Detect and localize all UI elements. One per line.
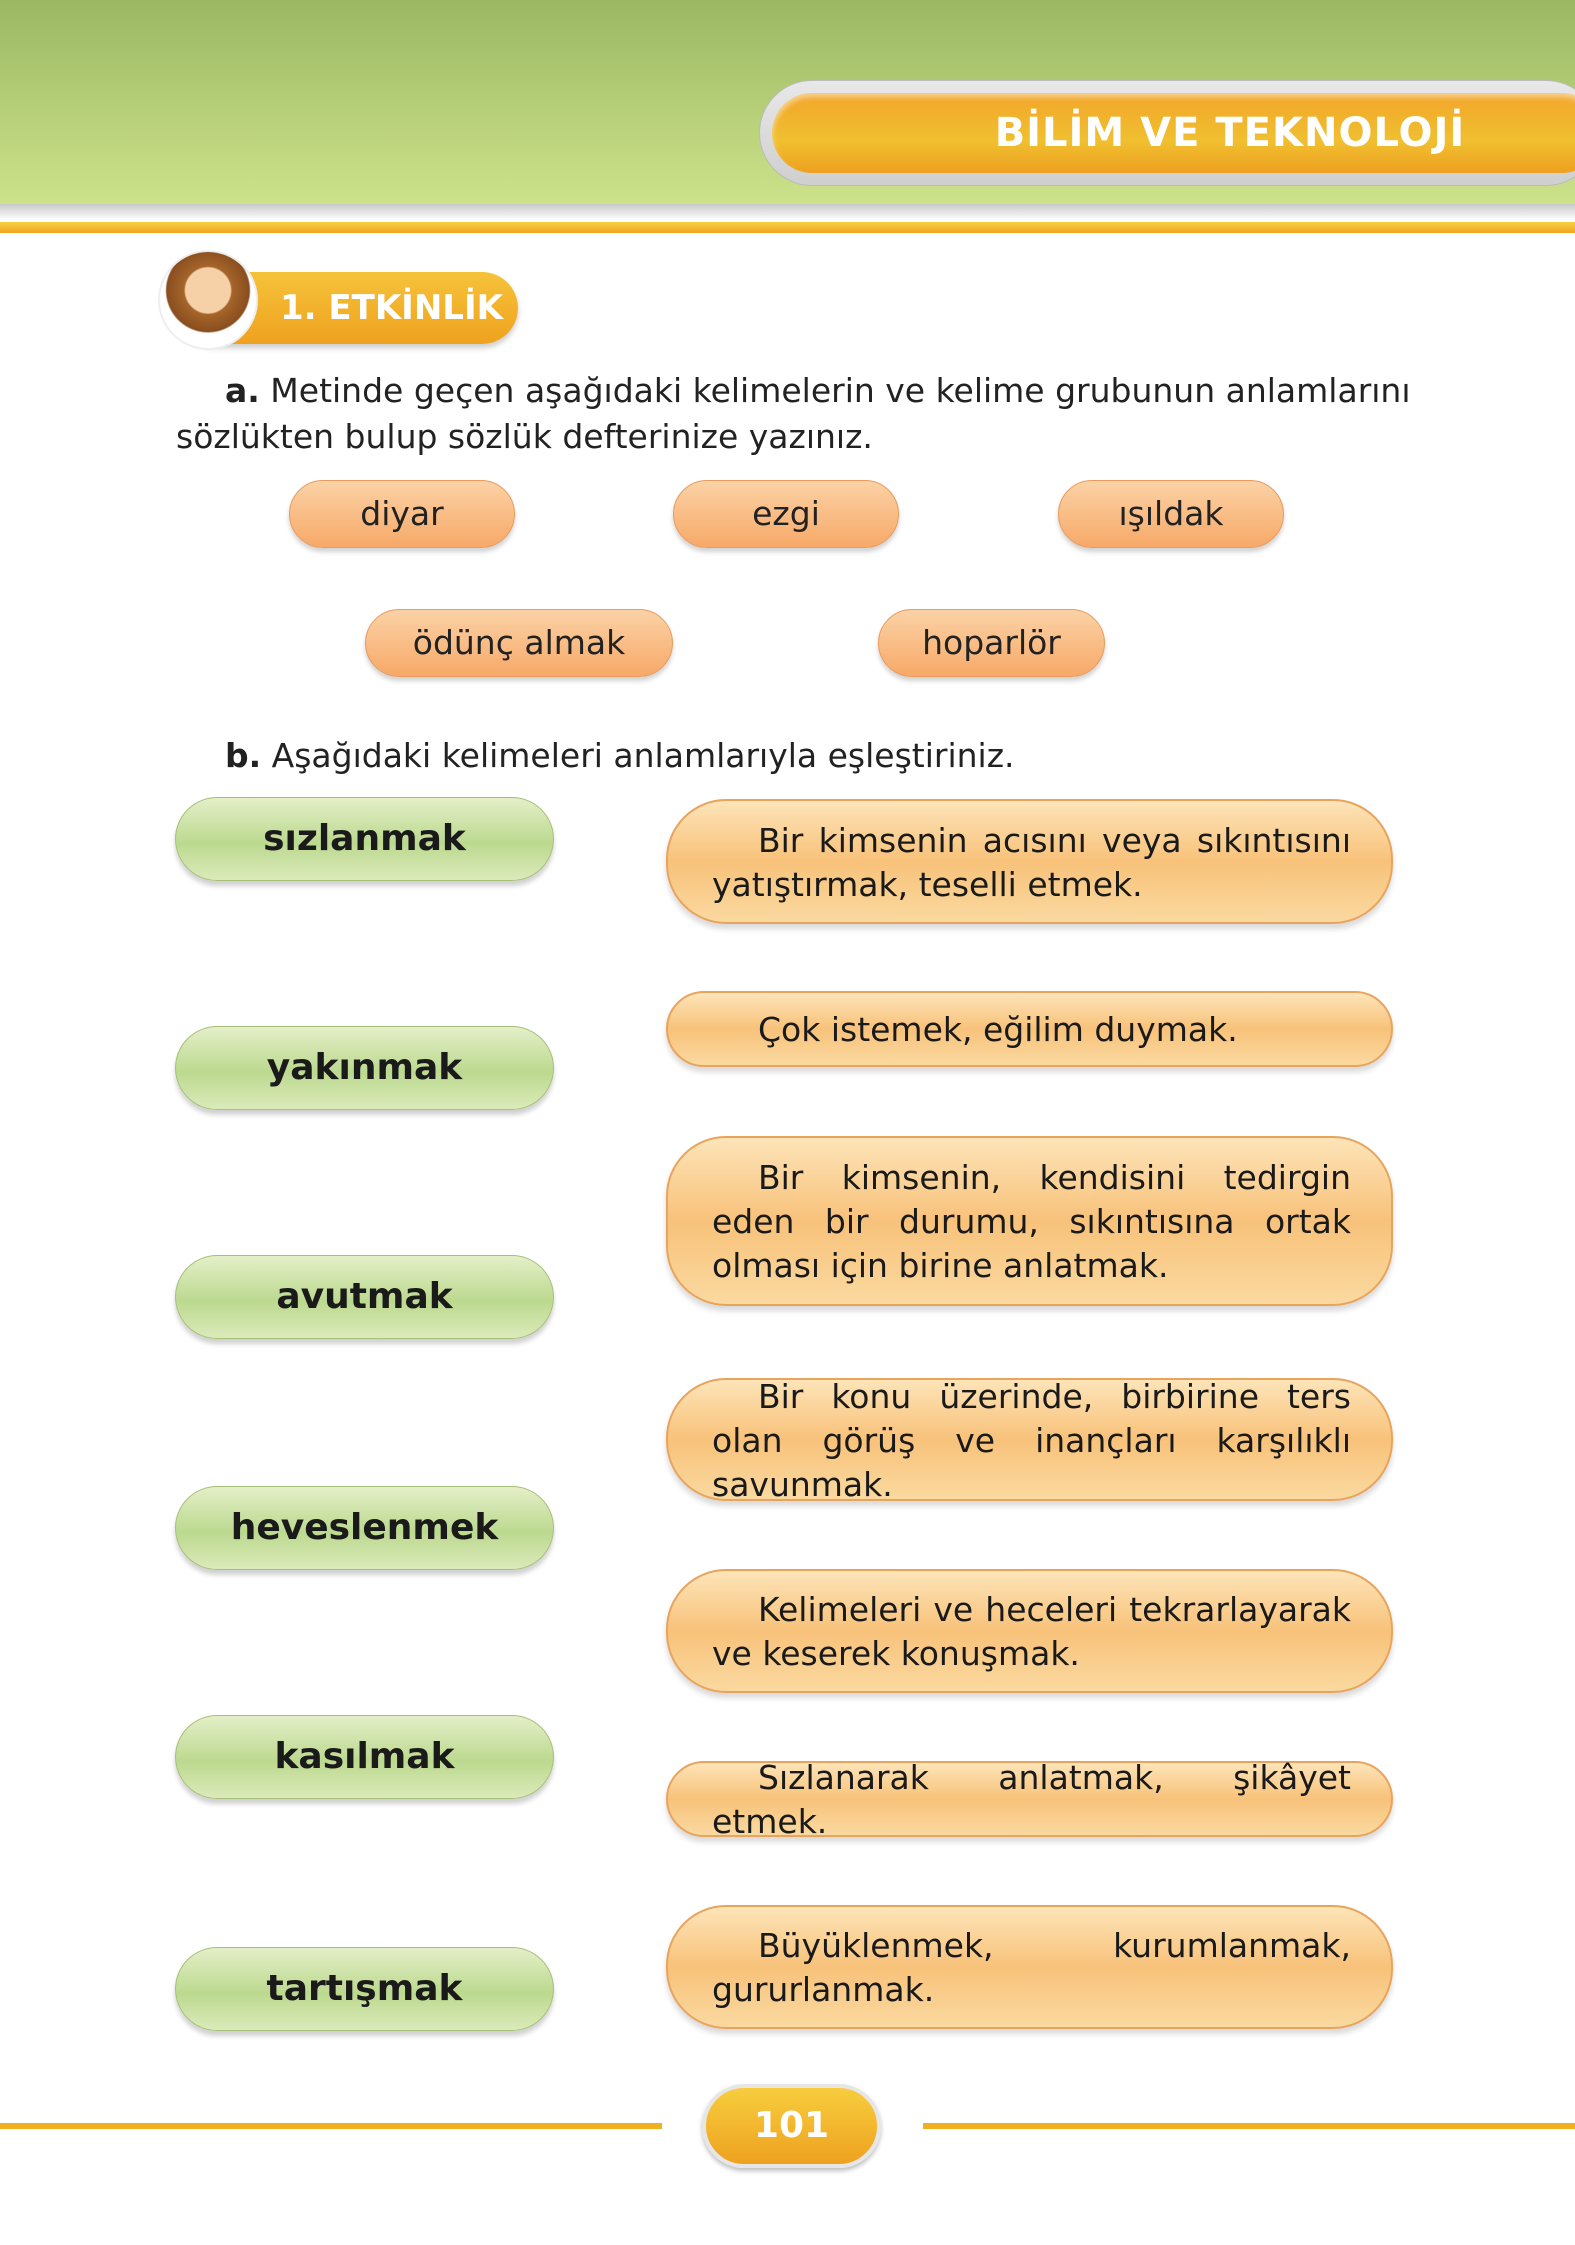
section-title: BİLİM VE TEKNOLOJİ: [994, 110, 1466, 156]
match-meaning[interactable]: [666, 799, 1393, 924]
page-number: 101: [702, 2084, 881, 2168]
match-meaning[interactable]: [666, 1569, 1393, 1693]
match-word[interactable]: heveslenmek: [175, 1486, 554, 1570]
meaning-text: Bir kimsenin, kendisini tedirgin eden bir durumu, sıkıntısına ortak olması için birine anlatmak.: [712, 1158, 1351, 1285]
word-pill: ezgi: [673, 480, 899, 548]
meaning-text: Bir kimsenin acısını veya sıkıntısını yatıştırmak, teselli etmek.: [712, 820, 1351, 904]
instruction-a: [176, 368, 1416, 460]
match-meaning[interactable]: [666, 991, 1393, 1067]
match-word[interactable]: avutmak: [175, 1255, 554, 1339]
girl-illustration-icon: [158, 250, 258, 350]
word-pill: diyar: [289, 480, 515, 548]
meaning-text: Sızlanarak anlatmak, şikâyet etmek.: [712, 1758, 1351, 1841]
footer-line-left: [0, 2123, 662, 2129]
footer-line-right: [923, 2123, 1575, 2129]
header-divider: [0, 222, 1575, 233]
instruction-b: [225, 733, 1465, 779]
match-meaning[interactable]: [666, 1136, 1393, 1306]
activity-label: 1. ETKİNLİK: [280, 288, 503, 328]
instruction-a-text: Metinde geçen aşağıdaki kelimelerin ve kelime grubunun anlamlarını sözlükten bulup sözlük defterinize yazınız.: [176, 371, 1411, 456]
word-pill: hoparlör: [878, 609, 1105, 677]
match-meaning[interactable]: [666, 1758, 1393, 1841]
match-meaning[interactable]: [666, 1905, 1393, 2029]
match-meaning[interactable]: [666, 1376, 1393, 1504]
instruction-a-letter: a.: [225, 371, 260, 410]
word-pill: ödünç almak: [365, 609, 673, 677]
match-word[interactable]: kasılmak: [175, 1715, 554, 1799]
instruction-b-letter: b.: [225, 736, 262, 775]
match-word[interactable]: tartışmak: [175, 1947, 554, 2031]
meaning-text: Büyüklenmek, kurumlanmak, gururlanmak.: [712, 1926, 1351, 2009]
header-shadow: [0, 204, 1575, 220]
match-word[interactable]: yakınmak: [175, 1026, 554, 1110]
meaning-text: Çok istemek, eğilim duymak.: [758, 1010, 1238, 1049]
meaning-text: Kelimeleri ve heceleri tekrarlayarak ve keserek konuşmak.: [712, 1590, 1351, 1673]
word-pill: ışıldak: [1058, 480, 1284, 548]
instruction-b-text: Aşağıdaki kelimeleri anlamlarıyla eşleştiriniz.: [261, 736, 1015, 775]
match-word[interactable]: sızlanmak: [175, 797, 554, 881]
meaning-text: Bir konu üzerinde, birbirine ters olan görüş ve inançları karşılıklı savunmak.: [712, 1376, 1351, 1504]
